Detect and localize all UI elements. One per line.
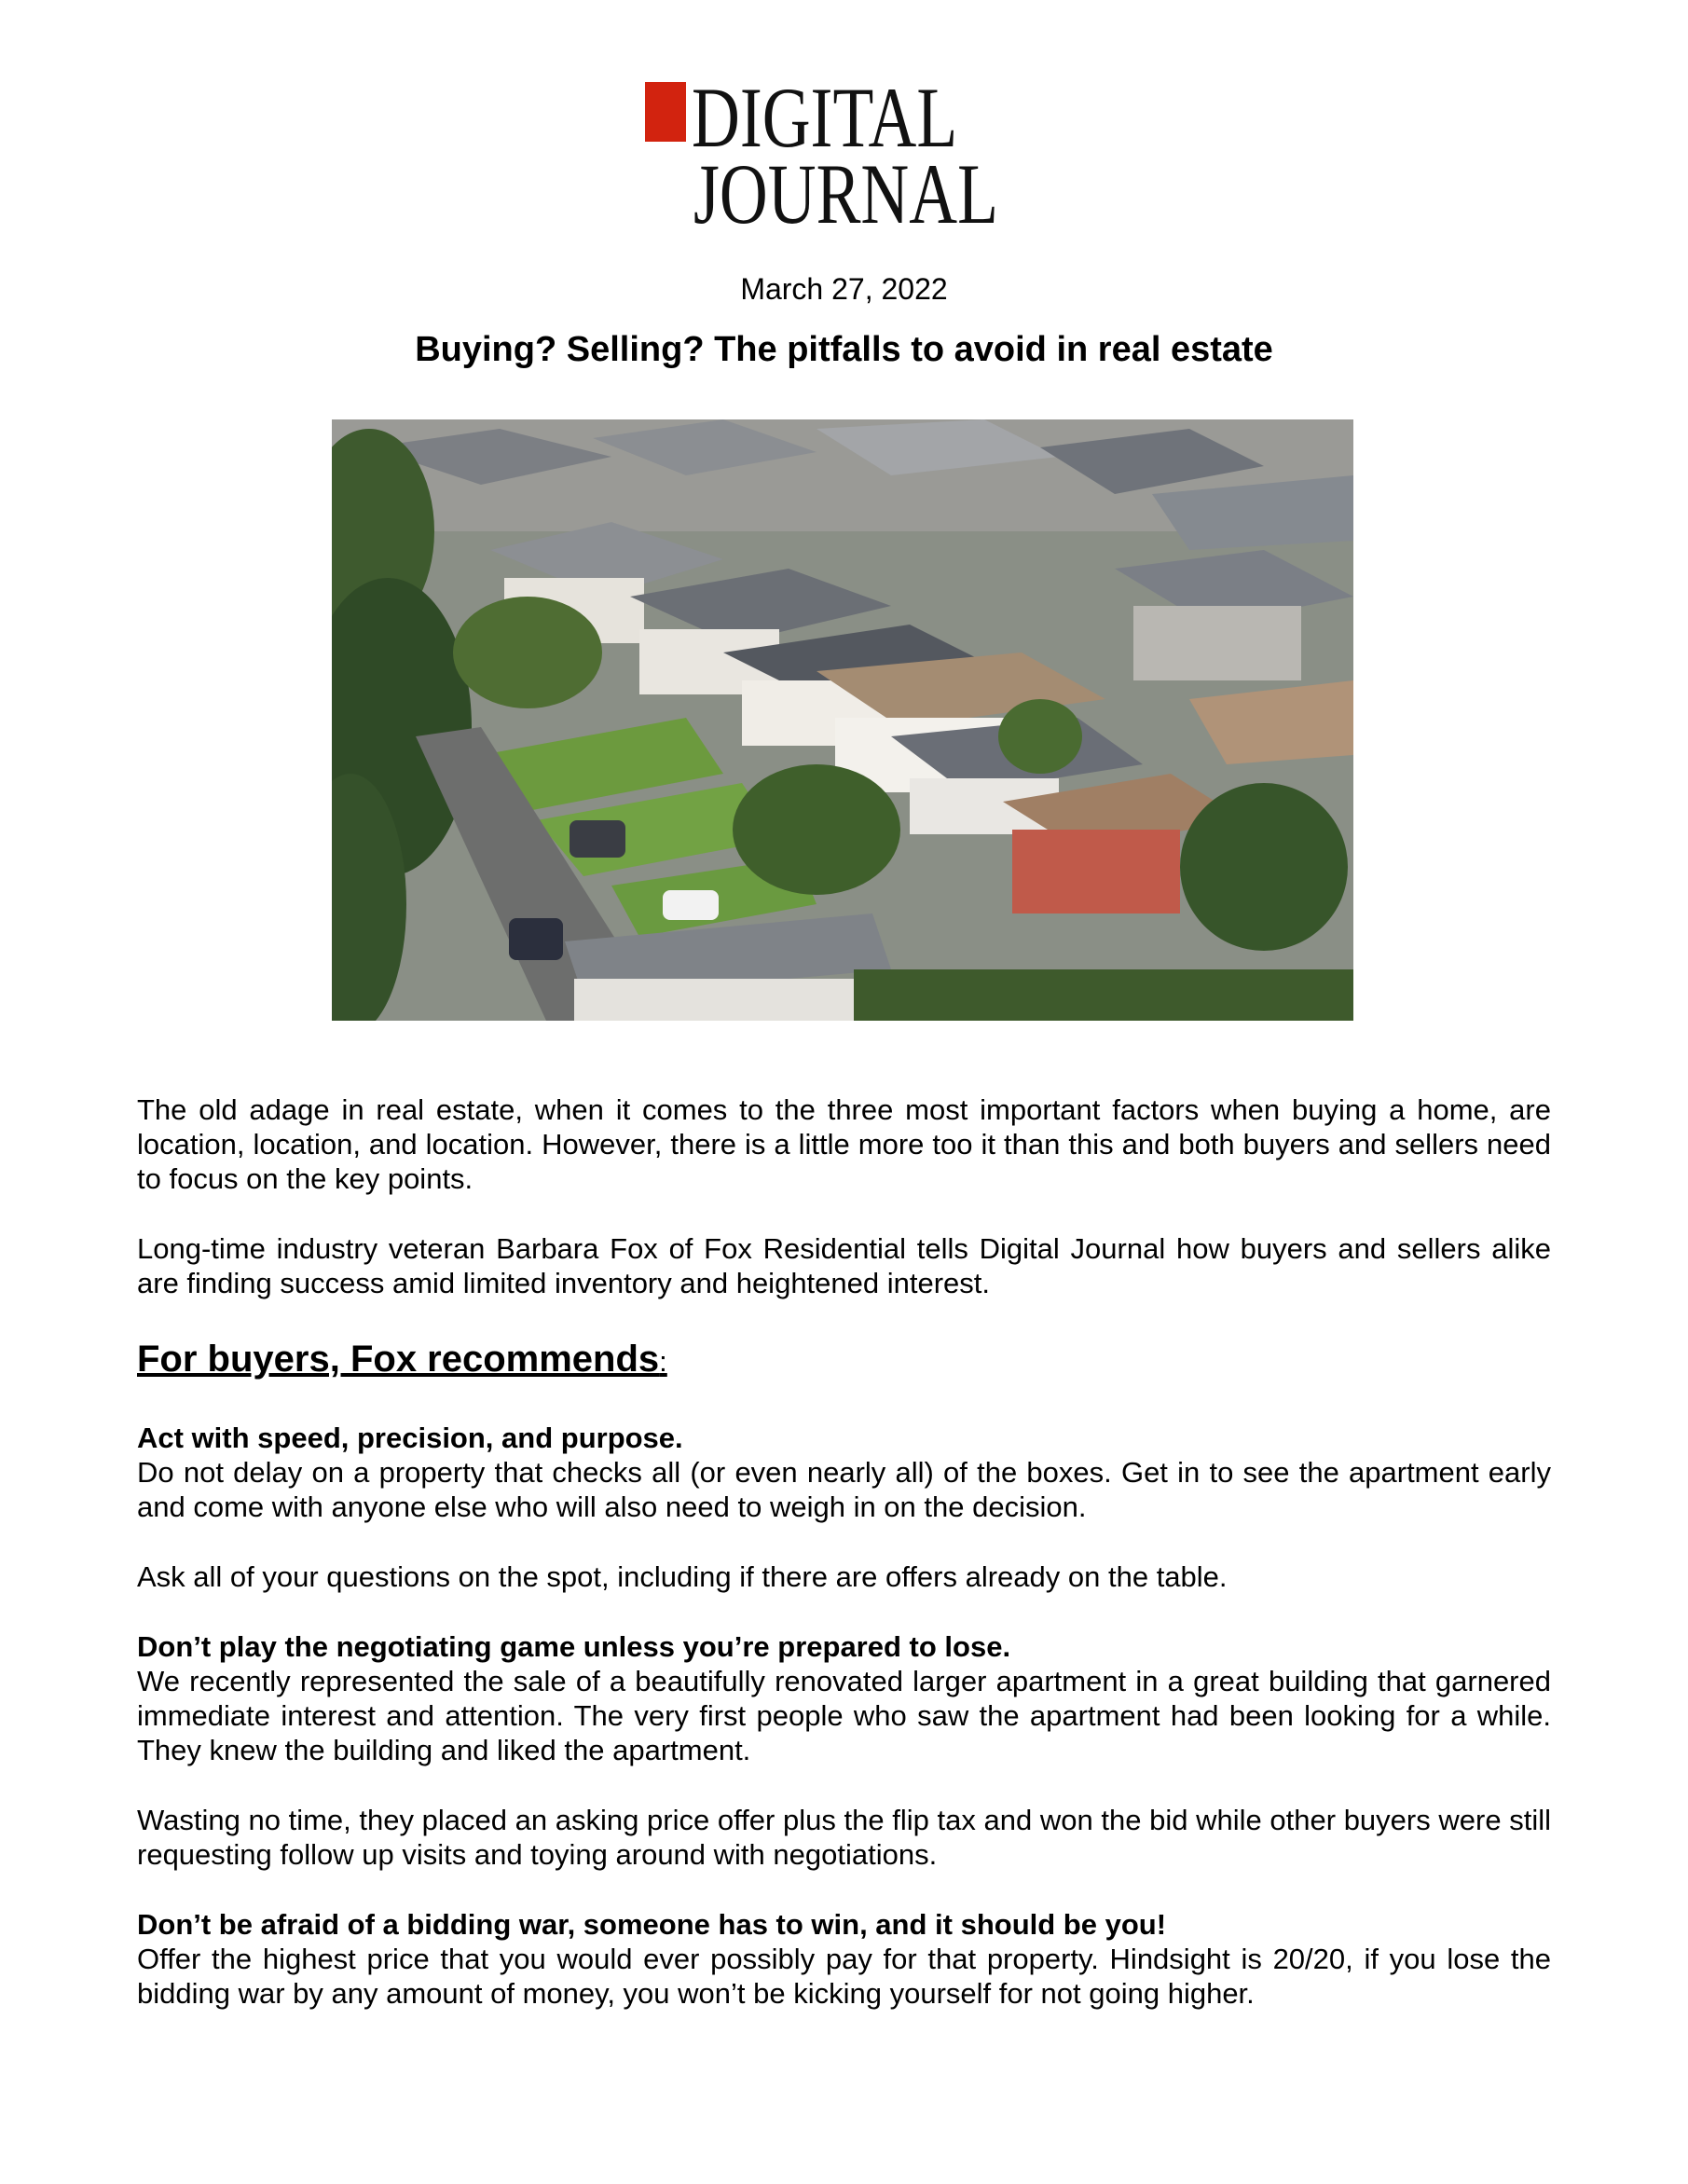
tip-2-heading: Don’t play the negotiating game unless you’re prepared to lose. (137, 1630, 1011, 1663)
article-body (137, 1092, 1551, 2011)
tip-3-body: Offer the highest price that you would ever possibly pay for that property. Hindsight is 20/20, if you lose the bidding war by any amount of money, you won’t be kicking yourself for not going higher. (137, 1943, 1551, 2010)
logo-line-journal: JOURNAL (693, 146, 998, 241)
tip-2-body: We recently represented the sale of a beautifully renovated larger apartment in a great building that garnered immediate interest and attention. The very first people who saw the apartment had been looking for a while. They knew the building and liked the apartment. (137, 1665, 1551, 1766)
logo-red-square (645, 82, 686, 142)
suburban-houses-aerial-photo (332, 419, 1353, 1021)
article-title: Buying? Selling? The pitfalls to avoid in real estate (415, 330, 1273, 369)
tip-1-heading: Act with speed, precision, and purpose. (137, 1422, 683, 1454)
tip-1-body-2: Ask all of your questions on the spot, including if there are offers already on the table. (137, 1560, 1228, 1593)
tip-2-body-2: Wasting no time, they placed an asking price offer plus the flip tax and won the bid while other buyers were still requesting follow up visits and toying around with negotiations. (137, 1804, 1551, 1871)
publication-date: March 27, 2022 (740, 272, 948, 306)
tip-3-heading: Don’t be afraid of a bidding war, someone has to win, and it should be you! (137, 1908, 1167, 1941)
section-heading-colon: : (659, 1345, 667, 1378)
tip-1-body: Do not delay on a property that checks all (or even nearly all) of the boxes. Get in to see the apartment early and come with anyone else who will also need to weigh in on the decision. (137, 1456, 1551, 1523)
section-heading-text: For buyers, Fox recommends (137, 1339, 660, 1380)
digital-journal-logo (645, 70, 1055, 242)
intro-paragraph-1: The old adage in real estate, when it comes to the three most important factors when buying a home, are location, location, and location. However, there is a little more too it than this and both buyers and sellers need to focus on the key points. (137, 1093, 1551, 1195)
section-heading-buyers (137, 1336, 1551, 1385)
intro-paragraph-2: Long-time industry veteran Barbara Fox of Fox Residential tells Digital Journal how buyers and sellers alike are finding success amid limited inventory and heightened interest. (137, 1232, 1551, 1299)
logo-line-digital: DIGITAL (692, 70, 958, 165)
